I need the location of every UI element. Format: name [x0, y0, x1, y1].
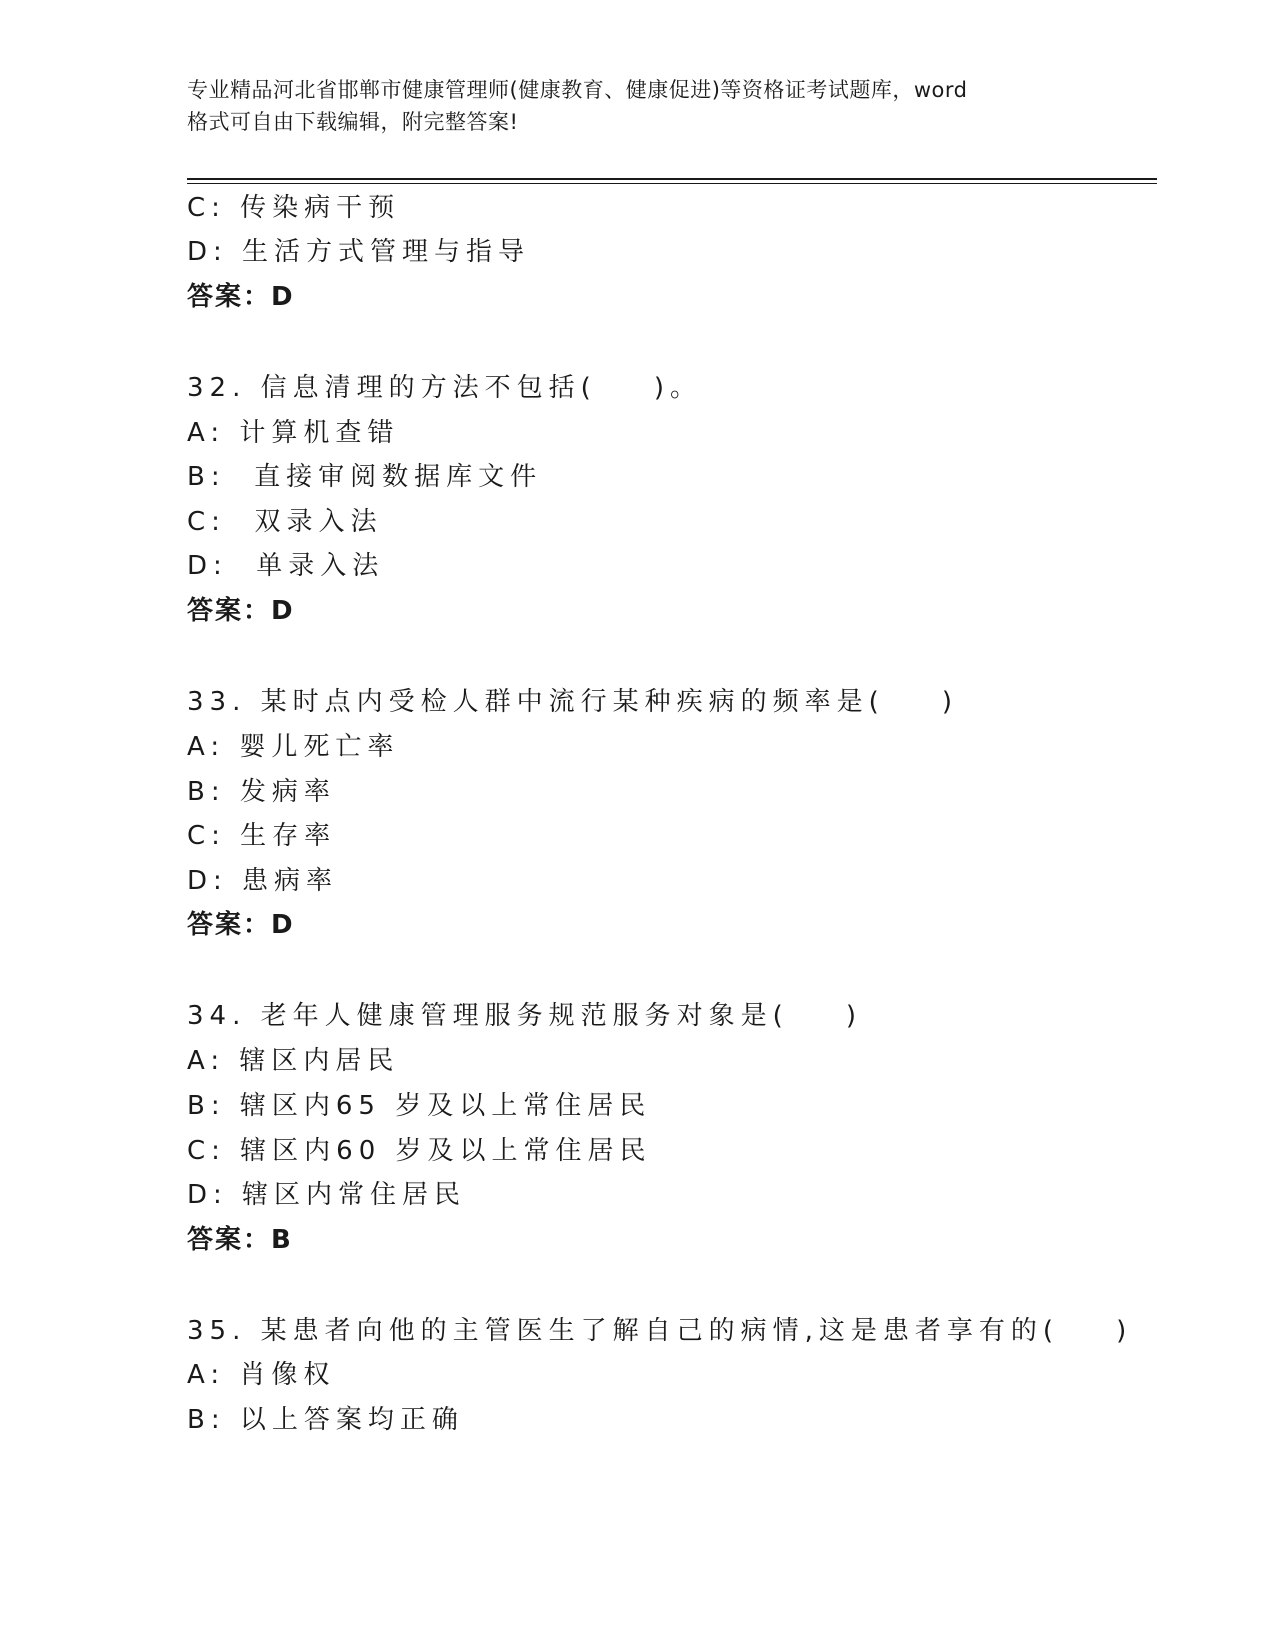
header-line-2: 格式可自由下载编辑，附完整答案!	[187, 110, 519, 134]
q32-option-a: A: 计算机查错	[187, 418, 400, 448]
q34-answer: 答案：B	[187, 1225, 293, 1255]
q33-option-a: A: 婴儿死亡率	[187, 732, 400, 762]
q32-option-d: D: 单录入法	[187, 551, 385, 581]
q33-option-c: C: 生存率	[187, 821, 337, 851]
q33-option-d: D: 患病率	[187, 866, 339, 896]
q32-option-b: B: 直接审阅数据库文件	[187, 462, 543, 492]
q32-option-c: C: 双录入法	[187, 507, 383, 537]
document-header	[187, 74, 1087, 138]
q34-option-b: B: 辖区内65 岁及以上常住居民	[187, 1091, 652, 1121]
q35-option-a: A: 肖像权	[187, 1360, 336, 1390]
q35-stem: 35. 某患者向他的主管医生了解自己的病情,这是患者享有的( )	[187, 1316, 1133, 1346]
header-divider-thick	[187, 178, 1157, 180]
q34-stem: 34. 老年人健康管理服务规范服务对象是( )	[187, 1001, 862, 1031]
q31-answer: 答案：D	[187, 282, 295, 312]
header-line-1: 专业精品河北省邯郸市健康管理师(健康教育、健康促进)等资格证考试题库，word	[187, 78, 968, 102]
q32-stem: 32. 信息清理的方法不包括( )。	[187, 373, 702, 403]
q31-option-d: D: 生活方式管理与指导	[187, 237, 531, 267]
header-divider-thin	[187, 183, 1157, 184]
q33-answer: 答案：D	[187, 910, 295, 940]
q34-option-c: C: 辖区内60 岁及以上常住居民	[187, 1136, 652, 1166]
q33-option-b: B: 发病率	[187, 777, 336, 807]
q31-option-c: C: 传染病干预	[187, 193, 401, 223]
q33-stem: 33. 某时点内受检人群中流行某种疾病的频率是( )	[187, 687, 958, 717]
q32-answer: 答案：D	[187, 596, 295, 626]
q34-option-d: D: 辖区内常住居民	[187, 1180, 467, 1210]
q34-option-a: A: 辖区内居民	[187, 1046, 400, 1076]
q35-option-b: B: 以上答案均正确	[187, 1405, 464, 1435]
